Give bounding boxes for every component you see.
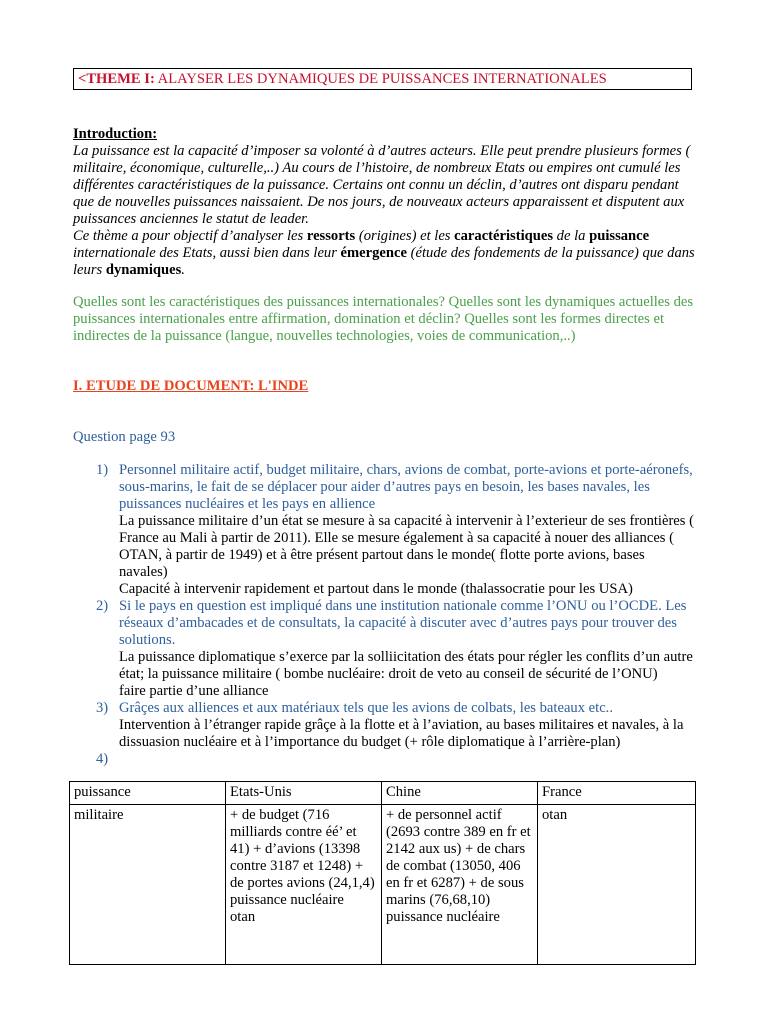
theme-title-box <box>73 68 692 90</box>
intro-text-fragment: . <box>181 262 185 278</box>
item-number: 4) <box>96 751 109 767</box>
cell-text: puissance nucléaire <box>230 892 344 908</box>
table-cell-france: otan <box>538 805 696 965</box>
introduction-paragraph-1: La puissance est la capacité d’imposer sa volonté à d’autres acteurs. Elle peut prendre plusieurs formes ( militaire, économique, culturelle,..) Au cours de l’histoire, de nombreux Etats ou empires ont cumulé les différentes caractéristiques de la puissance. Certains ont connu un déclin, d’autres ont disparu pendant que de nouvelles puissances naissaient. De nos jours, de nouveaux acteurs apparaissent et disputent aux puissances anciennes le statut de leader. <box>73 143 691 227</box>
theme-prefix: <THEME I: <box>78 71 155 87</box>
table-header-cell: Chine <box>382 782 538 805</box>
item-question: Si le pays en question est impliqué dans une institution nationale comme l’ONU ou l’OCDE. Les réseaux d’ambacades et de consultats, la capacité à discuter avec d’autres pays pour trouver des solutions. <box>119 598 687 648</box>
item-number: 3) <box>96 700 109 716</box>
list-item <box>96 700 696 751</box>
problematique: Quelles sont les caractéristiques des puissances internationales? Quelles sont les dynamiques actuelles des puissances internationales entre affirmation, domination et déclin? Quelles sont les formes directes et indirectes de la puissance (langue, nouvelles technologies, voies de communication,..) <box>73 294 694 344</box>
item-question <box>119 751 696 768</box>
item-answer: La puissance militaire d’un état se mesure à sa capacité à intervenir à l’exterieur de ses frontières ( France au Mali à partir de 2011). Elle se mesure également à sa capacité à nouer des alliances ( OTAN, à partir de 1949) et à être présent partout dans le monde( flotte porte avions, bases navales) <box>119 513 694 580</box>
list-item <box>96 462 696 598</box>
intro-text-fragment: (origines) et les <box>355 228 455 244</box>
item-answer: Capacité à intervenir rapidement et partout dans le monde (thalassocratie pour les USA) <box>119 581 633 597</box>
table-header-cell: France <box>538 782 696 805</box>
answer-list <box>96 462 696 768</box>
item-question: Grâçes aux alliences et aux matériaux tels que les avions de colbats, les bateaux etc.. <box>119 700 613 716</box>
introduction-heading: Introduction: <box>73 126 158 142</box>
table-header-cell: puissance <box>70 782 226 805</box>
table-cell-label: militaire <box>70 805 226 965</box>
cell-text: + de personnel actif (2693 contre 389 en fr et 2142 aux us) + de chars de combat (13050, 406 en fr et 6287) + de sous marins (76,68,10) <box>386 807 531 908</box>
intro-text-fragment: (étude des fondements de la puissance) que dans leurs <box>73 245 695 278</box>
item-answer: La puissance diplomatique s’exerce par la solliicitation des états pour régler les conflits d’un autre état; la puissance militaire ( bombe nucléaire: droit de veto au conseil de sécurité de l’ONU) <box>119 649 693 682</box>
introduction-paragraph-2 <box>73 228 695 279</box>
theme-title: ALAYSER LES DYNAMIQUES DE PUISSANCES INTERNATIONALES <box>154 71 607 87</box>
item-answer: faire partie d’une alliance <box>119 683 269 699</box>
section-title: I. ETUDE DE DOCUMENT: L'INDE <box>73 378 309 394</box>
list-item <box>96 751 696 768</box>
introduction <box>73 126 695 279</box>
item-answer: Intervention à l’étranger rapide grâçe à la flotte et à l’aviation, au bases militaires et navales, à la dissuasion nucléaire et à l’importance du budget (+ rôle diplomatique à l’arrière-plan) <box>119 717 684 750</box>
cell-text: puissance nucléaire <box>386 909 500 925</box>
keyword-dynamiques: dynamiques <box>105 262 182 278</box>
keyword-emergence: émergence <box>340 245 407 261</box>
cell-text: + de budget (716 milliards contre éé’ et 41) + d’avions (13398 contre 3187 et 1248) + de portes avions (24,1,4) <box>230 807 375 891</box>
keyword-ressorts: ressorts <box>306 228 356 244</box>
item-question: Personnel militaire actif, budget militaire, chars, avions de combat, porte-avions et porte-aéronefs, sous-marins, le fait de se déplacer pour aider d’autres pays en besoin, les bases navales, les puissances nucléaires et les pays en allience <box>119 462 693 512</box>
cell-text: otan <box>230 909 256 925</box>
intro-text-fragment: internationale des Etats, aussi bien dans leur <box>73 245 341 261</box>
item-number: 2) <box>96 598 109 614</box>
table-cell-china <box>382 805 538 965</box>
table-row <box>70 805 696 965</box>
table-header-cell: Etats-Unis <box>226 782 382 805</box>
intro-text-fragment: Ce thème a pour objectif d’analyser les <box>73 228 307 244</box>
keyword-caracteristiques: caractéristiques <box>454 228 554 244</box>
table-cell-usa <box>226 805 382 965</box>
intro-text-fragment: de la <box>553 228 590 244</box>
list-item <box>96 598 696 700</box>
item-number: 1) <box>96 462 109 478</box>
comparison-table <box>69 781 696 965</box>
keyword-puissance: puissance <box>589 228 650 244</box>
table-header-row <box>70 782 696 805</box>
question-page: Question page 93 <box>73 429 176 445</box>
